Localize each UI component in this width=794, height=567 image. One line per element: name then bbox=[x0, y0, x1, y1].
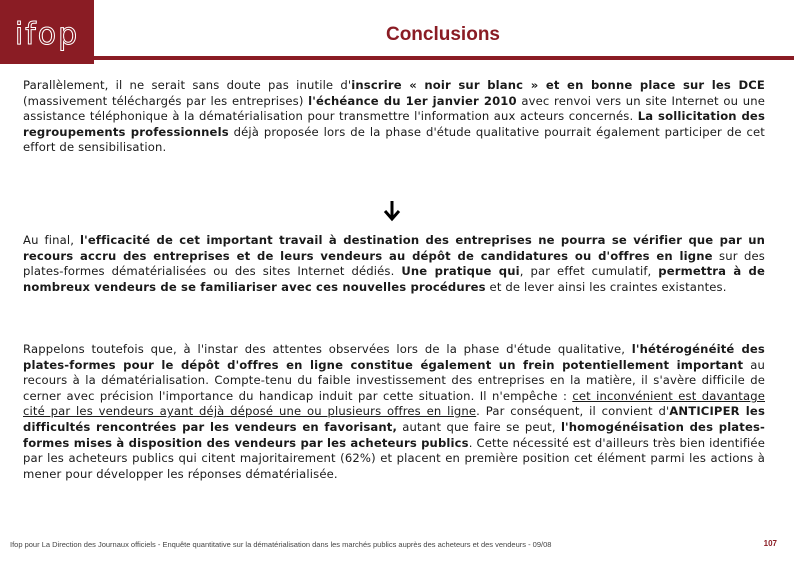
page-title: Conclusions bbox=[385, 24, 500, 45]
svg-text:ifop: ifop bbox=[14, 17, 80, 52]
down-arrow-icon bbox=[380, 198, 404, 222]
page-number: 107 bbox=[763, 539, 777, 548]
ifop-logo-mark bbox=[0, 0, 94, 64]
ifop-logo bbox=[0, 0, 94, 64]
paragraph-sensibilisation: Parallèlement, il ne serait sans doute pas inutile d'inscrire « noir sur blanc » et en bonne place sur les DCE (massivement téléchargés par les entreprises) l'échéance du 1er janvier 2010 avec renvoi vers un site Internet ou une assistance téléphonique à la dématérialisation pour transmettre l'information aux acteurs concernés. La sollicitation des regroupements professionnels déjà proposée lors de la phase d'étude qualitative pourrait également participer de cet effort de sensibilisation. bbox=[23, 78, 766, 155]
paragraph-heterogeneite: Rappelons toutefois que, à l'instar des attentes observées lors de la phase d'étude qualitative, l'hétérogénéité des plates-formes pour le dépôt d'offres en ligne constitue également un frein potentiellement important au recours à la dématérialisation. Compte-tenu du faible investissement des entreprises en la matière, il s'avère difficile de cerner avec précision l'importance du handicap induit par cette situation. Il n'empêche : cet inconvénient est davantage cité par les vendeurs ayant déjà déposé une ou plusieurs offres en ligne. Par conséquent, il convient d'ANTICIPER les difficultés rencontrées par les vendeurs en favorisant, autant que faire se peut, l'homogénéisation des plates-formes mises à disposition des vendeurs par les acheteurs publics. Cette nécessité est d'ailleurs très bien identifiée par les acheteurs publics qui citent majoritairement (62%) et placent en première position cet élément parmi les actions à mener pour développer les réponses dématérialisée. bbox=[23, 342, 766, 481]
footer-source: Ifop pour La Direction des Journaux officiels - Enquête quantitative sur la dématérialisation dans les marchés publics auprès des acheteurs et des vendeurs - 09/08 bbox=[10, 540, 552, 549]
paragraph-au-final: Au final, l'efficacité de cet important travail à destination des entreprises ne pourra se vérifier que par un recours accru des entreprises et de leurs vendeurs au dépôt de candidatures ou d'offres en ligne sur des plates-formes dématérialisées ou des sites Internet dédiés. Une pratique qui, par effet cumulatif, permettra à de nombreux vendeurs de se familiariser avec ces nouvelles procédures et de lever ainsi les craintes existantes. bbox=[23, 233, 766, 294]
header-divider bbox=[94, 56, 794, 60]
